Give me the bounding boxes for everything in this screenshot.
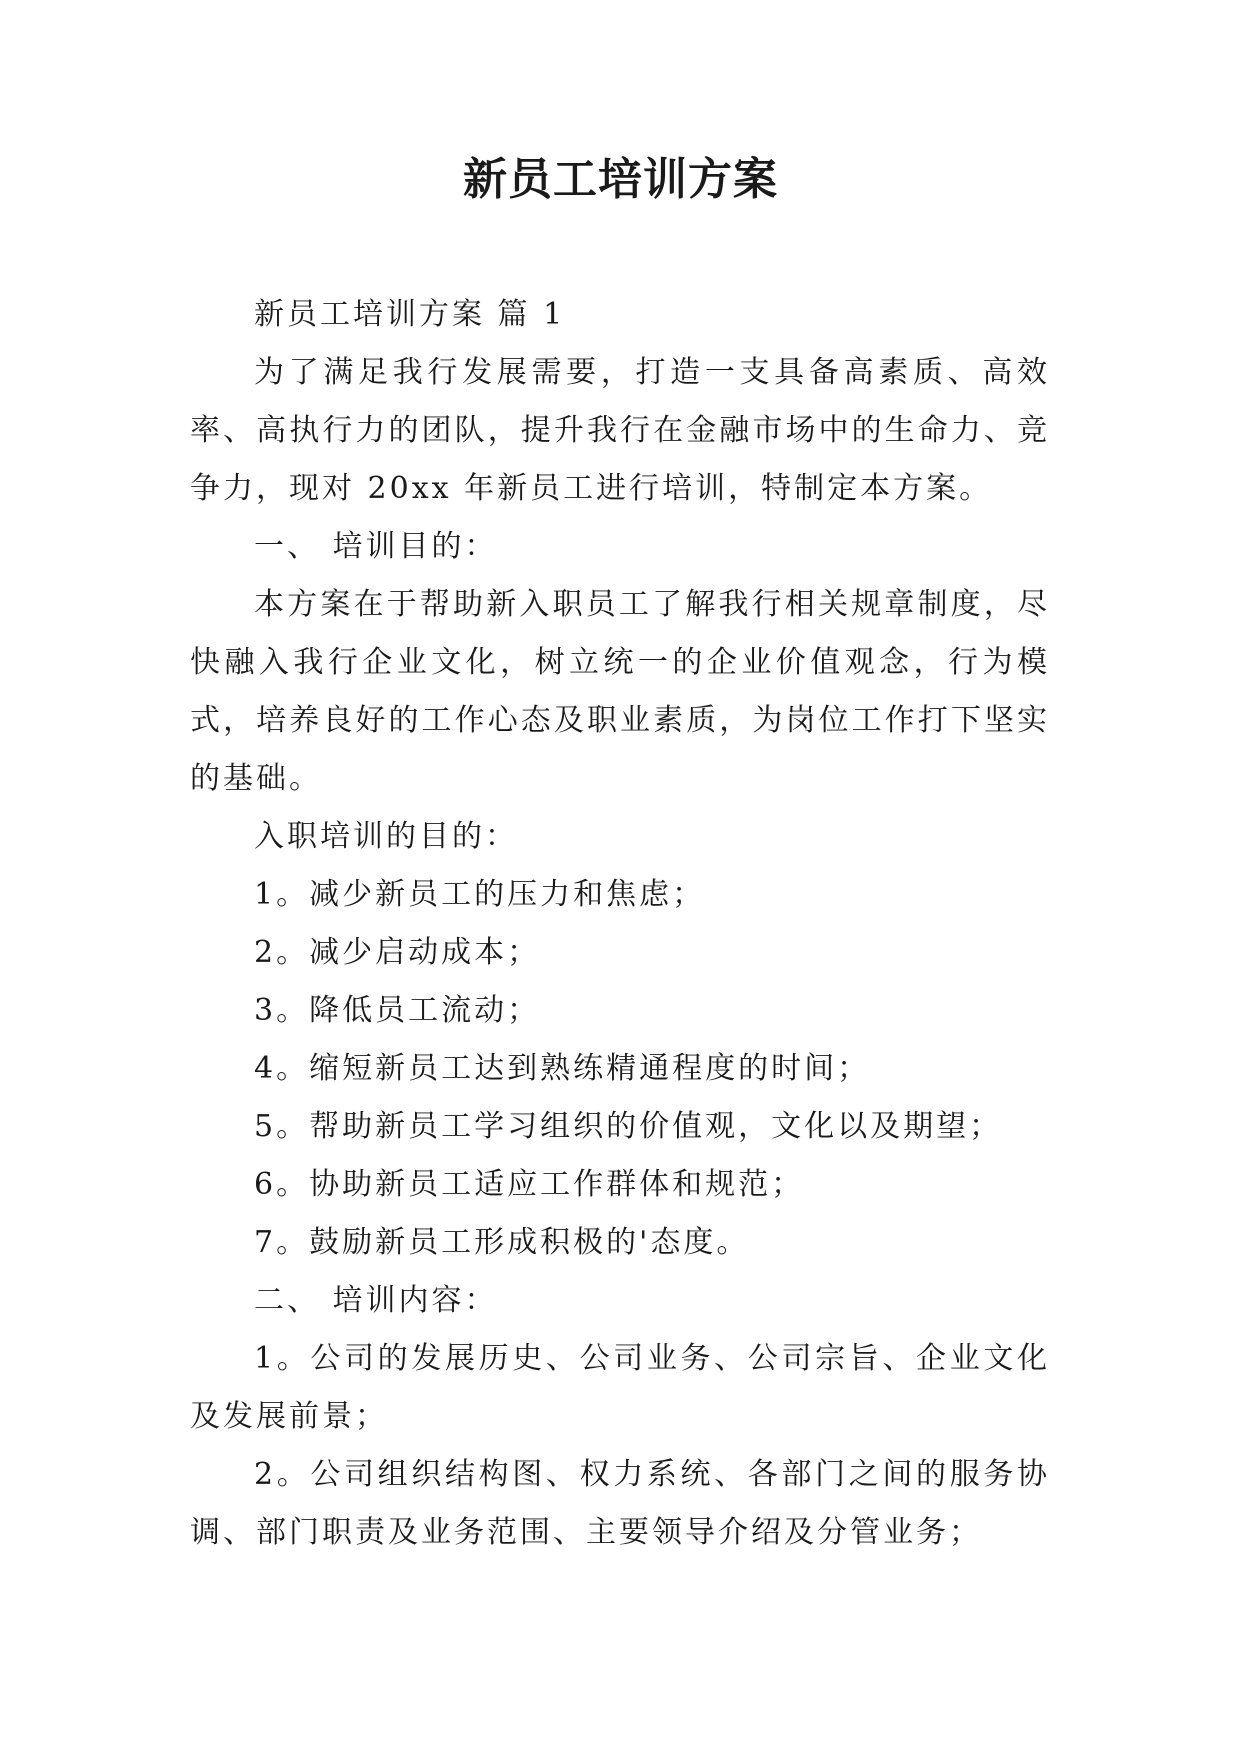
list-item: 6。协助新员工适应工作群体和规范； (254, 1167, 805, 1202)
content-list-item: 1。公司的发展历史、公司业务、公司宗旨、企业文化及发展前景； (190, 1341, 1050, 1434)
list-item: 5。帮助新员工学习组织的价值观，文化以及期望； (254, 1109, 1003, 1144)
intro-paragraph: 为了满足我行发展需要，打造一支具备高素质、高效率、高执行力的团队，提升我行在金融市场中的生命力、竞争力，现对 20xx 年新员工进行培训，特制定本方案。 (190, 355, 1050, 506)
content-list-item: 2。公司组织结构图、权力系统、各部门之间的服务协调、部门职责及业务范围、主要领导介绍及分管业务； (190, 1457, 1050, 1550)
document-title: 新员工培训方案 (463, 154, 778, 205)
list-item: 2。减少启动成本； (254, 935, 541, 970)
list-item: 7。鼓励新员工形成积极的'态度。 (254, 1225, 750, 1260)
list-item: 1。减少新员工的压力和焦虑； (254, 877, 706, 912)
list-item: 4。缩短新员工达到熟练精通程度的时间； (254, 1051, 871, 1086)
document-body (190, 286, 1050, 1562)
heading-training-purpose: 一、 培训目的： (254, 529, 498, 564)
purpose-paragraph: 本方案在于帮助新入职员工了解我行相关规章制度，尽快融入我行企业文化，树立统一的企业价值观念，行为模式，培养良好的工作心态及职业素质，为岗位工作打下坚实的基础。 (190, 587, 1050, 796)
section-heading-part-1: 新员工培训方案 篇 1 (254, 297, 566, 332)
heading-training-content: 二、 培训内容： (254, 1283, 498, 1318)
list-item: 3。降低员工流动； (254, 993, 541, 1028)
subheading-onboarding-purpose: 入职培训的目的： (254, 819, 518, 854)
